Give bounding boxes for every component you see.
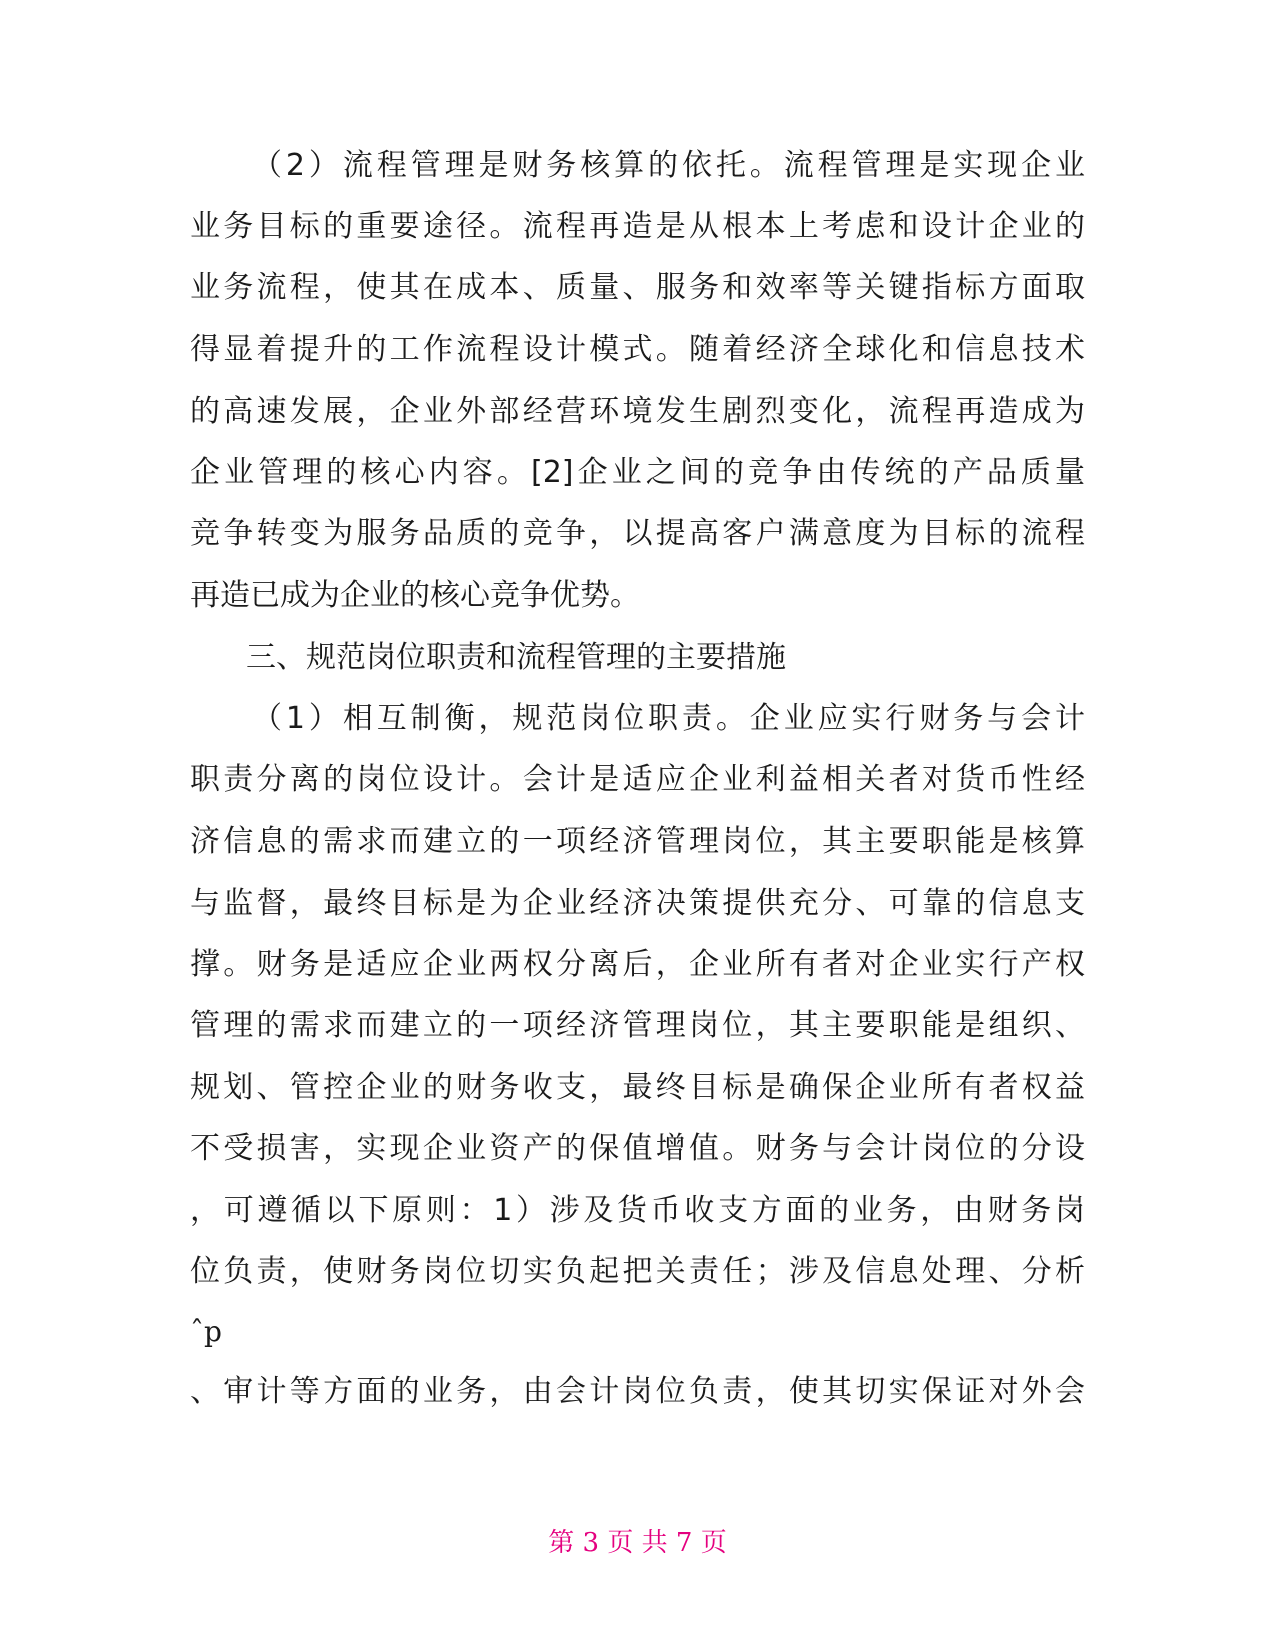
page-footer: 第 3 页 共 7 页 bbox=[548, 1528, 727, 1558]
paragraph-line: 位负责，使财务岗位切实负起把关责任；涉及信息处理、分析 bbox=[190, 1254, 1085, 1289]
paragraph-line: 竞争转变为服务品质的竞争，以提高客户满意度为目标的流程 bbox=[190, 516, 1085, 551]
paragraph-line: 职责分离的岗位设计。会计是适应企业利益相关者对货币性经 bbox=[190, 762, 1085, 797]
paragraph-line: 的高速发展，企业外部经营环境发生剧烈变化，流程再造成为 bbox=[190, 394, 1085, 429]
paragraph-line: 业务目标的重要途径。流程再造是从根本上考虑和设计企业的 bbox=[190, 209, 1085, 244]
paragraph-line: ，可遵循以下原则：1）涉及货币收支方面的业务，由财务岗 bbox=[190, 1193, 1085, 1228]
paragraph-line: 不受损害，实现企业资产的保值增值。财务与会计岗位的分设 bbox=[190, 1131, 1085, 1166]
paragraph-line: 企业管理的核心内容。[2]企业之间的竞争由传统的产品质量 bbox=[190, 455, 1085, 490]
paragraph-line: 业务流程，使其在成本、质量、服务和效率等关键指标方面取 bbox=[190, 270, 1085, 305]
paragraph-line: 济信息的需求而建立的一项经济管理岗位，其主要职能是核算 bbox=[190, 824, 1085, 859]
stray-mark: ˆp bbox=[190, 1315, 222, 1348]
paragraph-line: 得显着提升的工作流程设计模式。随着经济全球化和信息技术 bbox=[190, 332, 1085, 367]
section-heading: 三、规范岗位职责和流程管理的主要措施 bbox=[246, 640, 786, 675]
paragraph-line: 再造已成为企业的核心竞争优势。 bbox=[190, 578, 640, 613]
paragraph-line: 撑。财务是适应企业两权分离后，企业所有者对企业实行产权 bbox=[190, 947, 1085, 982]
paragraph-line: （1）相互制衡，规范岗位职责。企业应实行财务与会计 bbox=[252, 701, 1085, 736]
paragraph-line: 、审计等方面的业务，由会计岗位负责，使其切实保证对外会 bbox=[190, 1374, 1085, 1409]
paragraph-line: （2）流程管理是财务核算的依托。流程管理是实现企业 bbox=[252, 148, 1085, 183]
paragraph-line: 管理的需求而建立的一项经济管理岗位，其主要职能是组织、 bbox=[190, 1008, 1085, 1043]
paragraph-line: 规划、管控企业的财务收支，最终目标是确保企业所有者权益 bbox=[190, 1070, 1085, 1105]
paragraph-line: 与监督，最终目标是为企业经济决策提供充分、可靠的信息支 bbox=[190, 886, 1085, 921]
